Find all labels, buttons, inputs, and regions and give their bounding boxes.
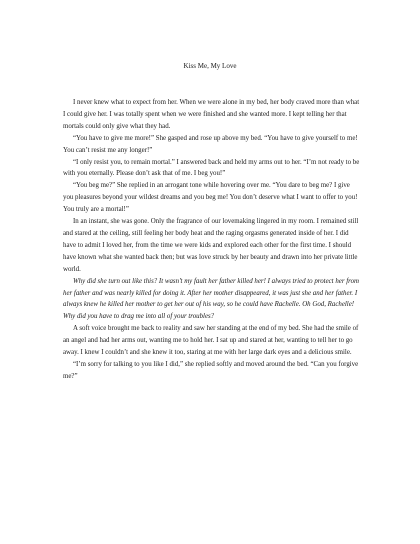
paragraph-7: A soft voice brought me back to reality and saw her standing at the end of my bed. She had the smile of an angel and had her arms out, wanting me to hold her. I sat up and stared at her, wanting to tell her to go away. I knew I couldn’t and she knew it too, staring at me with her large dark eyes and a delicious smile. <box>63 325 359 357</box>
paragraph-4: “You beg me?” She replied in an arrogant tone while hovering over me. “You dare to beg me? I give you pleasures beyond your wildest dreams and you beg me! You don’t deserve what I want to offer to you! You truly are a mortal!” <box>63 182 358 214</box>
paragraph-5: In an instant, she was gone. Only the fragrance of our lovemaking lingered in my room. I remained still and stared at the ceiling, still feeling her body heat and the raging orgasms generated inside of her. I did have to admit I loved her, from the time we were kids and explored each other for the first time. I should have known what she wanted back then; but was love struck by her beauty and drawn into her private little world. <box>63 218 359 273</box>
paragraph-1: I never knew what to expect from her. When we were alone in my bed, her body craved more than what I could give her. I was totally spent when we were finished and she wanted more. I kept telling her that mortals could only give what they had. <box>63 99 360 130</box>
paragraph-3: “I only resist you, to remain mortal.” I answered back and held my arms out to her. “I’m not ready to be with you eternally. Please don’t ask that of me. I beg you!” <box>63 158 360 178</box>
story-body <box>63 97 360 383</box>
page-title: Kiss Me, My Love <box>183 62 237 70</box>
paragraph-2: “You have to give me more!” She gasped and rose up above my bed. “You have to give yourself to me! You can’t resist me any longer!” <box>63 134 358 154</box>
paragraph-6-italic: Why did she turn out like this? It wasn’t my fault her father killed her! I always tried to protect her from her father and was nearly killed for doing it. After her mother disappeared, it was just she and her father. I always knew he killed her mother to get her out of his way, so he could have Rachelle. Oh God, Rachelle! Why did you have to drag me into all of your troubles? <box>63 277 359 321</box>
paragraph-8: “I’m sorry for talking to you like I did,” she replied softly and moved around the bed. “Can you forgive me?” <box>63 360 359 380</box>
